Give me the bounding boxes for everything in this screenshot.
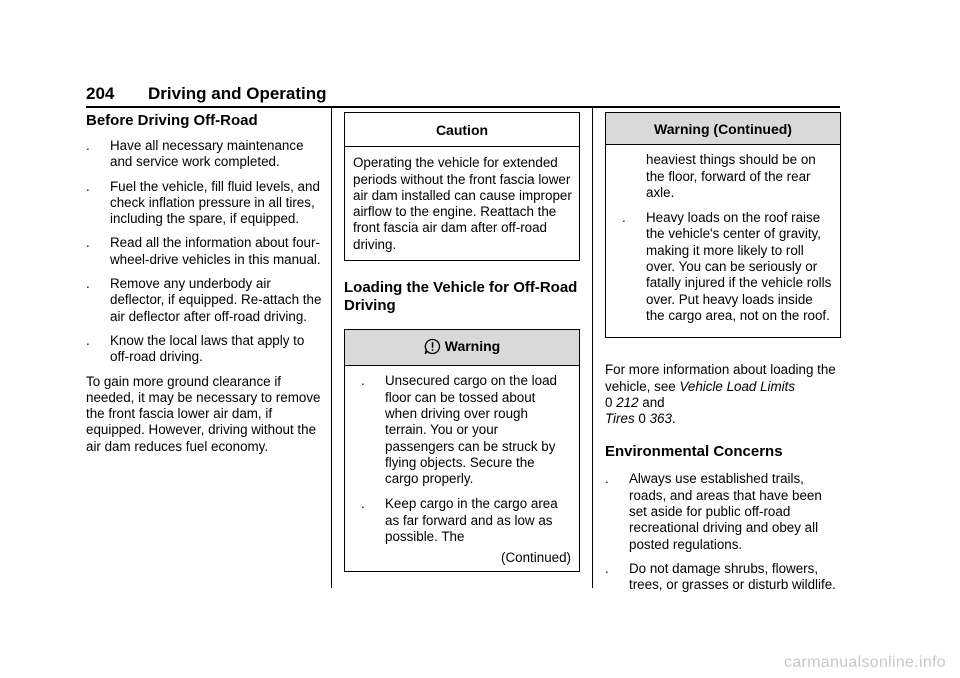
caution-title: Caution [345, 113, 579, 147]
list-item-text: Do not damage shrubs, flowers, trees, or grasses or disturb wildlife. [629, 560, 836, 593]
warning-title: Warning [444, 338, 501, 355]
warning-box [344, 329, 580, 572]
list-item-text: Have all necessary maintenance and service work completed. [110, 138, 304, 170]
warning-list [353, 373, 571, 545]
bullet-mark: . [605, 471, 609, 487]
warning-body [345, 366, 579, 570]
header-rule [86, 106, 840, 108]
bullet-mark: . [86, 276, 90, 292]
section-heading-loading: Loading the Vehicle for Off-Road Driving [344, 279, 578, 315]
column-1 [86, 112, 324, 455]
bullet-mark: . [622, 210, 626, 226]
list-item-text: Know the local laws that apply to off-road driving. [110, 332, 305, 365]
column-divider-left [331, 108, 332, 588]
checklist [86, 138, 324, 366]
page-header [86, 84, 840, 106]
chapter-title: Driving and Operating [148, 84, 327, 103]
continued-label: (Continued) [501, 550, 571, 566]
list-item [86, 179, 324, 228]
warning-continued-box [605, 112, 841, 338]
bullet-mark: . [86, 138, 90, 153]
warning-title-bar [345, 330, 579, 366]
continued-text: heaviest things should be on the floor, forward of the rear axle. [646, 152, 816, 200]
xref-arrow-icon: 0 [605, 394, 613, 410]
bullet-mark: . [361, 373, 365, 389]
list-item [86, 276, 324, 325]
bullet-mark: . [86, 235, 90, 251]
column-divider-right [592, 108, 593, 588]
environmental-list [605, 471, 841, 593]
bullet-mark: . [86, 332, 90, 348]
xref-link-tires[interactable]: Tires [605, 411, 635, 427]
warning-continued-list [614, 210, 832, 324]
ground-clearance-paragraph: To gain more ground clearance if needed, it may be necessary to remove the front fascia lower air dam, if equipped. However, driving without the air dam reduces fuel economy. [86, 373, 321, 454]
bullet-mark: . [605, 560, 609, 576]
bullet-mark: . [361, 496, 365, 512]
column-3 [605, 112, 841, 602]
caution-body: Operating the vehicle for extended periods without the front fascia lower air dam installed can cause improper airflow to the engine. Reattach the front fascia air dam after off-road driving. [353, 155, 572, 252]
list-item-text: Heavy loads on the roof raise the vehicle's center of gravity, making it more likely to roll over. You can be seriously or fatally injured if the vehicle rolls over. Put heavy loads inside the cargo area, not on the roof. [646, 210, 832, 323]
more-info-end: . [671, 411, 676, 427]
list-item [605, 471, 841, 552]
section-heading-environmental: Environmental Concerns [605, 443, 783, 461]
list-item [86, 235, 324, 268]
page-number: 204 [86, 84, 115, 103]
list-item-text: Keep cargo in the cargo area as far forward and as low as possible. The [385, 496, 558, 545]
list-item [353, 496, 571, 545]
list-item [86, 138, 324, 171]
list-item [86, 333, 324, 366]
list-item [605, 561, 841, 594]
list-item-text: Always use established trails, roads, and areas that have been set aside for public off-road recreational driving and obey all posted regulations. [629, 471, 822, 552]
more-info-joiner: and [638, 394, 665, 410]
xref-link-vehicle-load-limits[interactable]: Vehicle Load Limits [679, 378, 796, 394]
watermark: carmanualsonline.info [784, 654, 946, 671]
warning-continued-title: Warning (Continued) [606, 113, 840, 145]
more-info-paragraph [605, 362, 841, 427]
warning-icon [424, 338, 441, 358]
xref-page-212[interactable]: 212 [616, 394, 639, 410]
more-info-text: For more information about loading the vehicle, see [605, 362, 836, 394]
list-item-text: Read all the information about four-wheel-drive vehicles in this manual. [110, 235, 321, 267]
xref-page-363[interactable]: 363 [649, 411, 672, 427]
xref-arrow-icon: 0 [638, 411, 646, 427]
column-2 [344, 112, 580, 572]
list-item-text: Fuel the vehicle, fill fluid levels, and check inflation pressure in all tires, including the spare, if equipped. [110, 178, 320, 227]
list-item [614, 210, 832, 324]
list-item-text: Unsecured cargo on the load floor can be tossed about when driving over rough terrain. You or your passengers can be struck by flying objects. Secure the cargo properly. [385, 373, 557, 487]
caution-box [344, 112, 580, 261]
section-heading-before-driving: Before Driving Off-Road [86, 112, 258, 129]
list-item-text: Remove any underbody air deflector, if equipped. Re-attach the air deflector after off-road driving. [110, 276, 322, 324]
list-item [353, 373, 571, 487]
bullet-mark: . [86, 178, 90, 194]
warning-continued-body [606, 145, 840, 337]
